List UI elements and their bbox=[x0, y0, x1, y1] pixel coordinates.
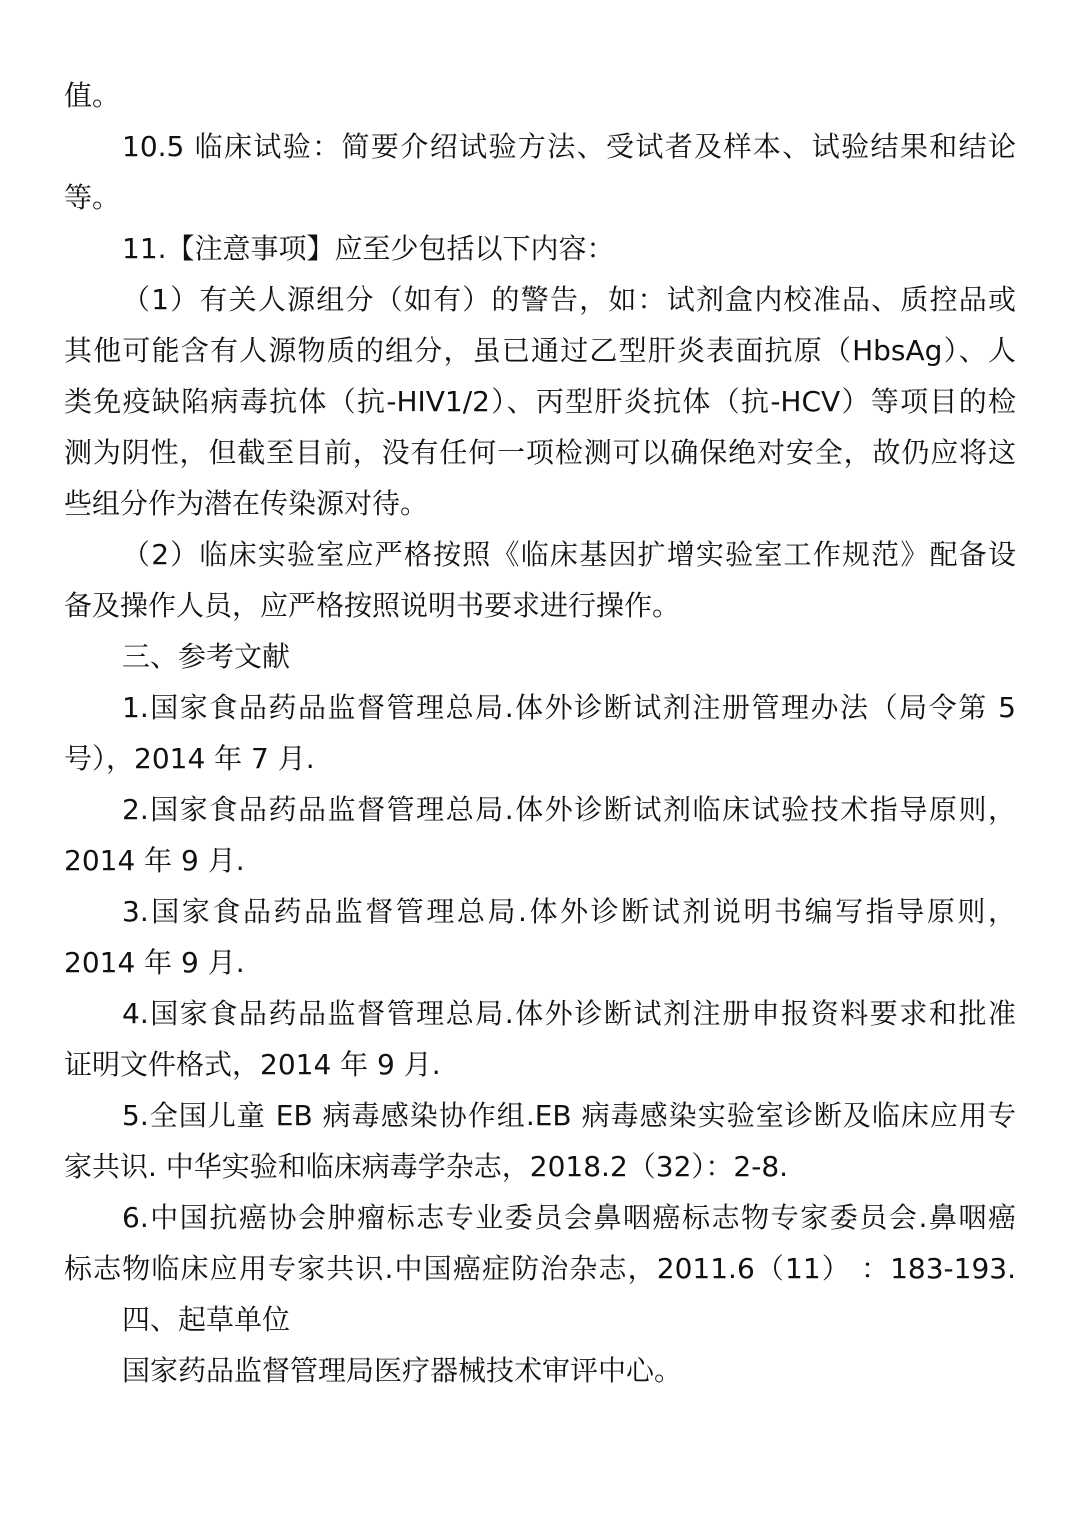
text-line-08: 测为阴性，但截至目前，没有任何一项检测可以确保绝对安全，故仍应将这 bbox=[64, 436, 1016, 469]
text-line-19: 4.国家食品药品监督管理总局.体外诊断试剂注册申报资料要求和批准 bbox=[122, 997, 1016, 1030]
text-line-22: 家共识. 中华实验和临床病毒学杂志，2018.2（32）：2-8. bbox=[64, 1150, 789, 1183]
text-line-07: 类免疫缺陷病毒抗体（抗-HIV1/2）、丙型肝炎抗体（抗-HCV）等项目的检 bbox=[64, 385, 1016, 418]
document-page bbox=[64, 70, 1016, 1396]
section-heading-drafting-unit: 四、起草单位 bbox=[122, 1303, 291, 1336]
text-line-06: 其他可能含有人源物质的组分，虽已通过乙型肝炎表面抗原（HbsAg）、人 bbox=[64, 334, 1016, 367]
text-line-03: 等。 bbox=[64, 181, 121, 214]
text-line-18: 2014 年 9 月. bbox=[64, 946, 245, 979]
text-line-16: 2014 年 9 月. bbox=[64, 844, 245, 877]
text-line-15: 2.国家食品药品监督管理总局.体外诊断试剂临床试验技术指导原则， bbox=[122, 793, 1016, 826]
text-line-05: （1）有关人源组分（如有）的警告，如：试剂盒内校准品、质控品或 bbox=[122, 283, 1016, 316]
text-line-10: （2）临床实验室应严格按照《临床基因扩增实验室工作规范》配备设 bbox=[122, 538, 1016, 571]
text-line-11: 备及操作人员，应严格按照说明书要求进行操作。 bbox=[64, 589, 681, 622]
text-line-09: 些组分作为潜在传染源对待。 bbox=[64, 487, 429, 520]
text-line-23: 6.中国抗癌协会肿瘤标志专业委员会鼻咽癌标志物专家委员会.鼻咽癌 bbox=[122, 1201, 1016, 1234]
text-line-21: 5.全国儿童 EB 病毒感染协作组.EB 病毒感染实验室诊断及临床应用专 bbox=[122, 1099, 1016, 1132]
section-heading-references: 三、参考文献 bbox=[122, 640, 291, 673]
text-line-13: 1.国家食品药品监督管理总局.体外诊断试剂注册管理办法（局令第 5 bbox=[122, 691, 1016, 724]
text-line-02: 10.5 临床试验：简要介绍试验方法、受试者及样本、试验结果和结论 bbox=[122, 130, 1016, 163]
text-line-01: 值。 bbox=[64, 79, 121, 112]
text-line-20: 证明文件格式，2014 年 9 月. bbox=[64, 1048, 441, 1081]
text-line-17: 3.国家食品药品监督管理总局.体外诊断试剂说明书编写指导原则， bbox=[122, 895, 1016, 928]
text-line-26: 国家药品监督管理局医疗器械技术审评中心。 bbox=[122, 1354, 683, 1387]
text-line-14: 号），2014 年 7 月. bbox=[64, 742, 315, 775]
text-line-04: 11.【注意事项】应至少包括以下内容： bbox=[122, 232, 615, 265]
text-line-24: 标志物临床应用专家共识.中国癌症防治杂志，2011.6（11） ：183-193. bbox=[64, 1252, 1016, 1285]
